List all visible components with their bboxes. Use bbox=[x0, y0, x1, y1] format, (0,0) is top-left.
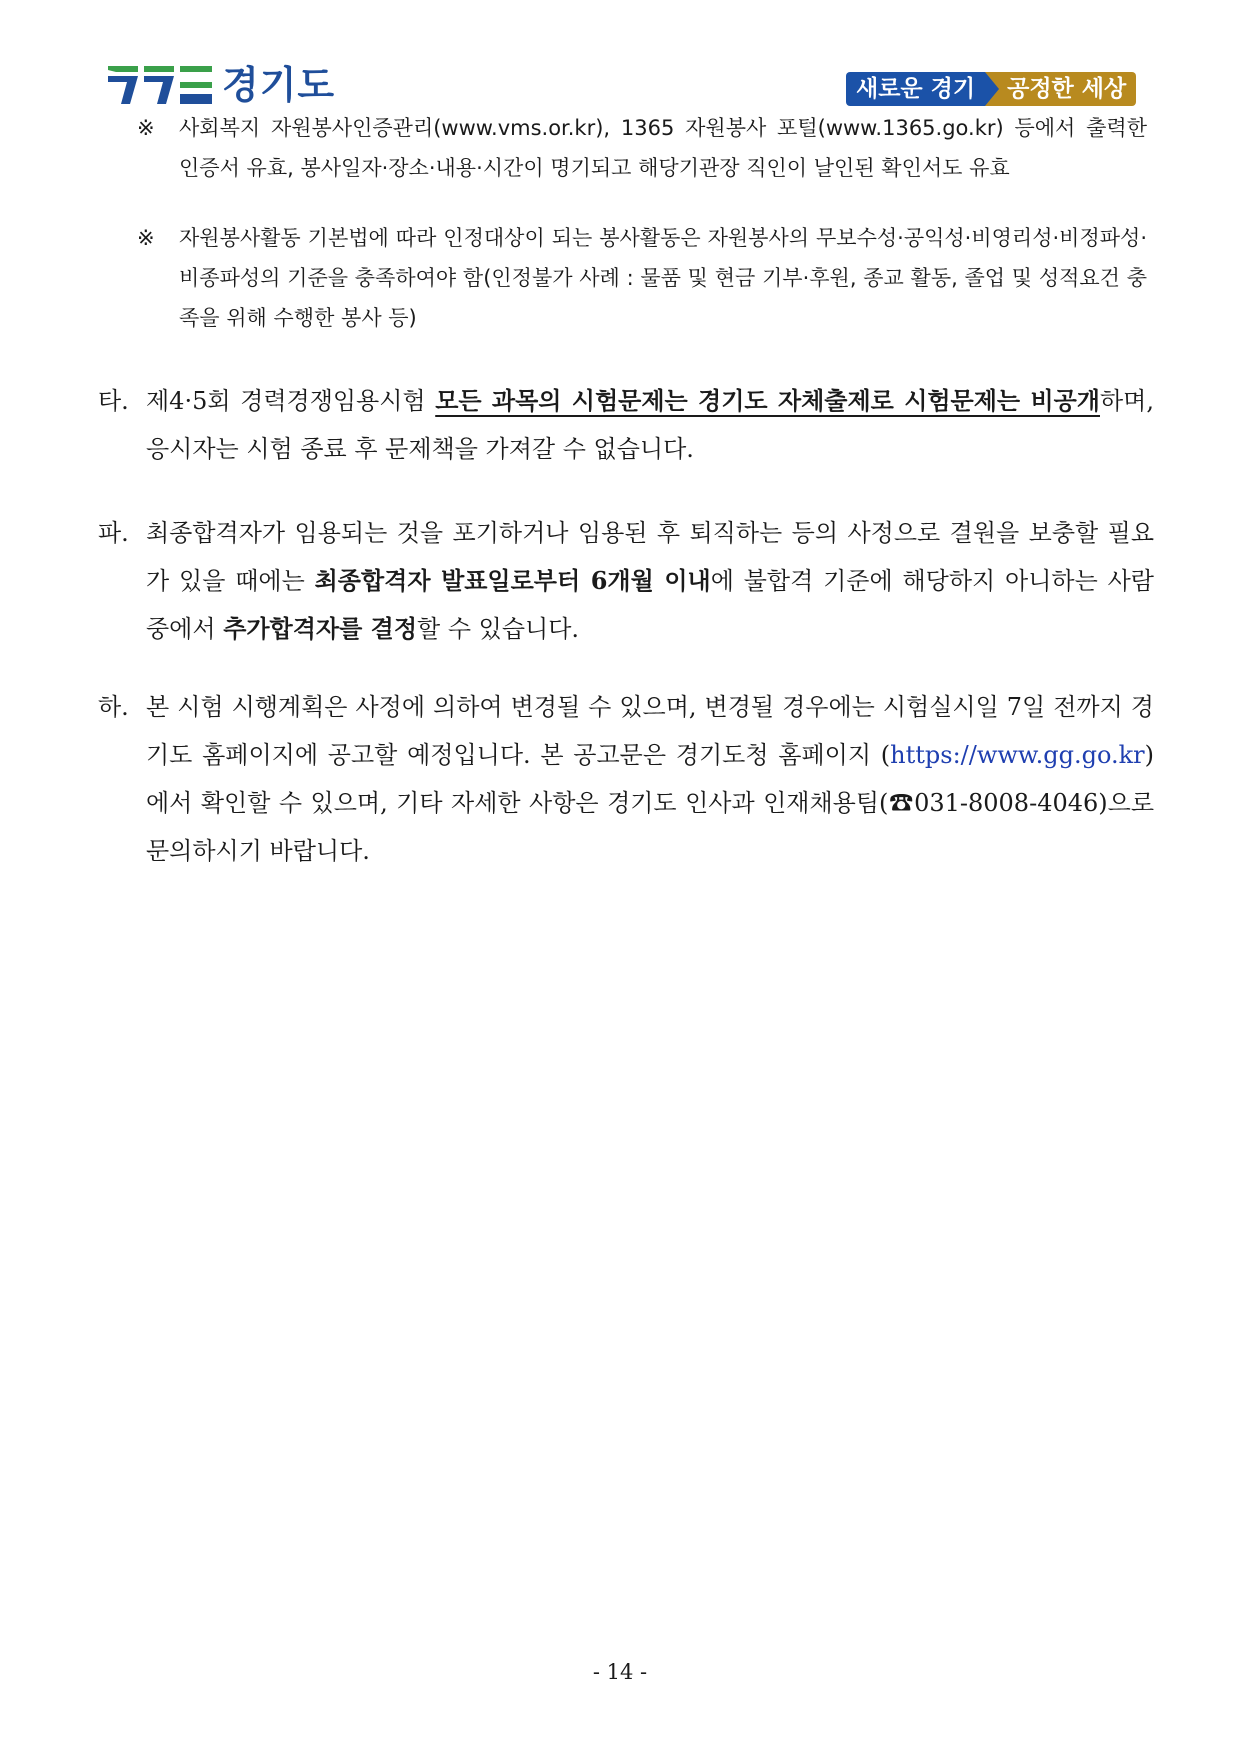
underlined-emphasis: 모든 과목의 시험문제는 경기도 자체출제로 시험문제는 비공개 bbox=[435, 386, 1100, 415]
item-text-part: 하며, 응시자는 시험 종료 후 문제책을 가져갈 수 없습니다. bbox=[146, 387, 1154, 463]
homepage-link[interactable]: https://www.gg.go.kr bbox=[890, 741, 1145, 769]
item-text-part: 할 수 있습니다. bbox=[417, 615, 580, 643]
reference-mark: ※ bbox=[137, 226, 155, 250]
slogan-arrow-icon bbox=[985, 72, 999, 106]
slogan-badge bbox=[846, 72, 1136, 106]
item-label: 파. bbox=[98, 519, 129, 547]
item-label: 하. bbox=[98, 693, 129, 721]
bold-emphasis: 최종합격자 발표일로부터 6개월 이내 bbox=[314, 566, 711, 595]
item-text-part: )에서 확인할 수 있으며, 기타 자세한 사항은 경기도 인사과 인재채용팀(☎031-8008-4046)으로 문의하시기 바랍니다. bbox=[146, 741, 1154, 865]
item-pa bbox=[98, 509, 1154, 653]
item-text-part: 본 시험 시행계획은 사정에 의하여 변경될 수 있으며, 변경될 경우에는 시험실시일 7일 전까지 경기도 홈페이지에 공고할 예정입니다. 본 공고문은 경기도청 홈페이지 ( bbox=[146, 693, 1154, 769]
note-volunteer-criteria bbox=[137, 218, 1147, 338]
note-text: 사회복지 자원봉사인증관리(www.vms.or.kr), 1365 자원봉사 포털(www.1365.go.kr) 등에서 출력한 인증서 유효, 봉사일자·장소·내용·시간이 명기되고 해당기관장 직인이 날인된 확인서도 유효 bbox=[179, 116, 1147, 180]
note-volunteer-certificate bbox=[137, 108, 1147, 188]
logo-text: 경기도 bbox=[222, 63, 336, 107]
note-text: 자원봉사활동 기본법에 따라 인정대상이 되는 봉사활동은 자원봉사의 무보수성·공익성·비영리성·비정파성·비종파성의 기준을 충족하여야 함(인정불가 사례 : 물품 및 현금 기부·후원, 종교 활동, 졸업 및 성적요건 충족을 위해 수행한 봉사 등) bbox=[179, 226, 1147, 330]
item-text bbox=[146, 683, 1154, 875]
item-text-part: 최종합격자가 임용되는 것을 포기하거나 임용된 후 퇴직하는 등의 사정으로 결원을 보충할 필요가 있을 때에는 bbox=[146, 519, 1154, 595]
bold-emphasis: 추가합격자를 결정 bbox=[223, 614, 418, 643]
item-text bbox=[146, 377, 1154, 473]
slogan-right: 공정한 세상 bbox=[999, 72, 1136, 106]
page-header bbox=[0, 0, 1240, 120]
gyeonggi-emblem-icon bbox=[108, 66, 212, 104]
item-text-part: 에 불합격 기준에 해당하지 아니하는 사람 중에서 bbox=[146, 567, 1154, 643]
slogan-left: 새로운 경기 bbox=[846, 72, 985, 106]
item-label: 타. bbox=[98, 387, 129, 415]
item-ha bbox=[98, 683, 1154, 875]
reference-mark: ※ bbox=[137, 116, 155, 140]
item-ta bbox=[98, 377, 1154, 473]
page-number: - 14 - bbox=[592, 1660, 648, 1684]
item-text bbox=[146, 509, 1154, 653]
item-text-part: 제4·5회 경력경쟁임용시험 bbox=[146, 387, 436, 415]
gyeonggi-logo bbox=[108, 63, 336, 107]
